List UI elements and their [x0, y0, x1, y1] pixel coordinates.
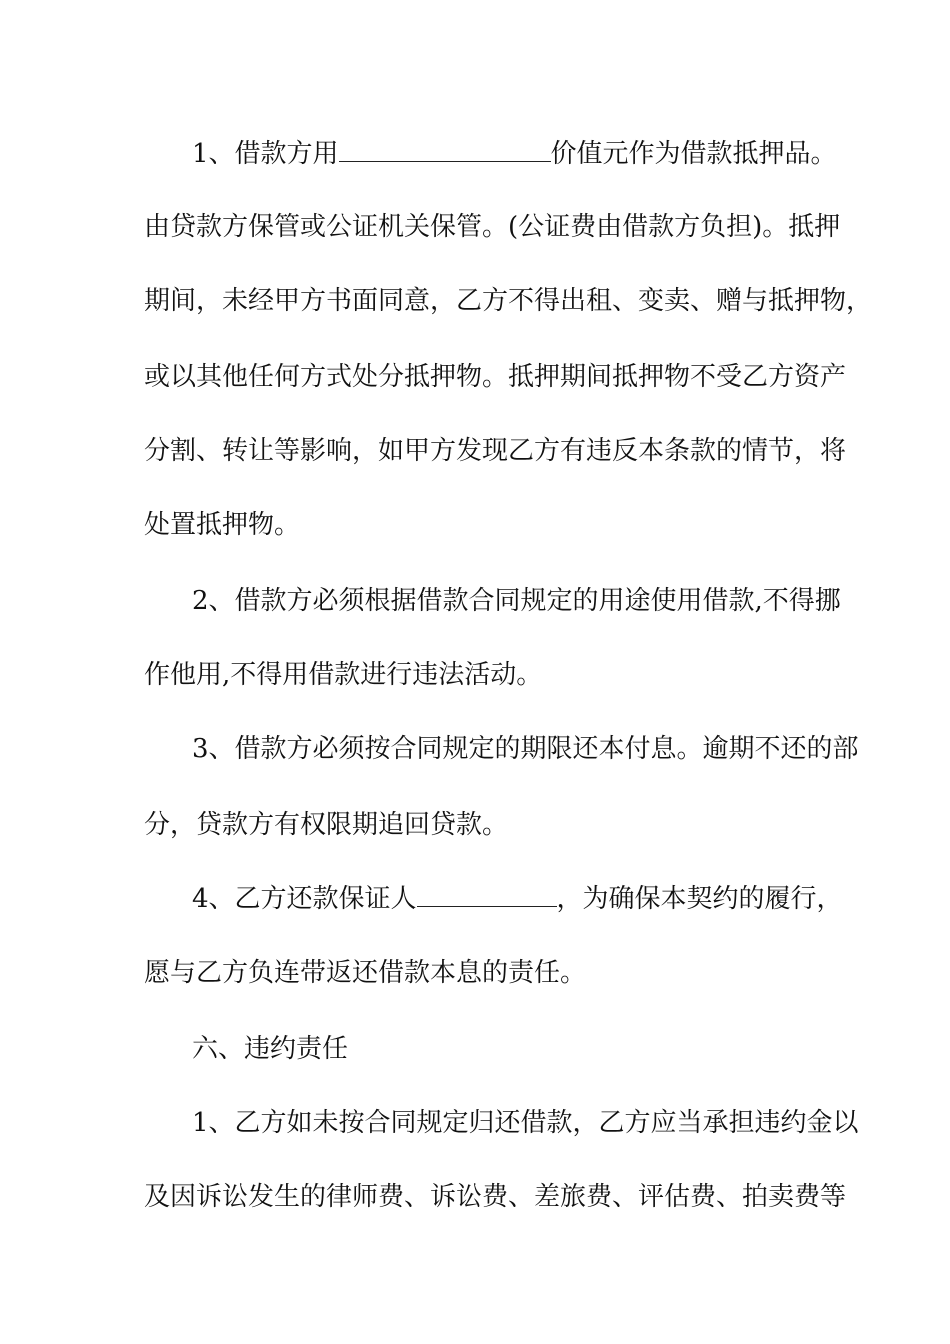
clause-4-suffix: ，为确保本契约的履行， — [556, 884, 843, 914]
clause-1-line-1 — [192, 138, 837, 170]
clause-1-line-4: 或以其他任何方式处分抵押物。抵押期间抵押物不受乙方资产 — [144, 362, 847, 392]
clause-1-line-6: 处置抵押物。 — [144, 510, 301, 540]
clause-2-line-2: 作他用,不得用借款进行违法活动。 — [144, 660, 543, 690]
clause-1-line-5: 分割、转让等影响，如甲方发现乙方有违反本条款的情节，将 — [144, 436, 847, 466]
section-6-clause-1-line-2: 及因诉讼发生的律师费、诉讼费、差旅费、评估费、拍卖费等 — [144, 1182, 847, 1212]
section-6-heading: 六、违约责任 — [192, 1034, 349, 1064]
clause-3-line-1: 3、借款方必须按合同规定的期限还本付息。逾期不还的部 — [192, 734, 859, 764]
clause-1-suffix: 价值元作为借款抵押品。 — [550, 139, 837, 169]
section-6-clause-1-line-1: 1、乙方如未按合同规定归还借款，乙方应当承担违约金以 — [192, 1108, 859, 1138]
clause-2-line-1: 2、借款方必须根据借款合同规定的用途使用借款,不得挪 — [192, 586, 841, 616]
clause-3-line-2: 分，贷款方有权限期追回贷款。 — [144, 810, 509, 840]
guarantor-blank-field — [417, 884, 557, 907]
clause-1-prefix: 1、借款方用 — [192, 139, 339, 169]
clause-4-line-2: 愿与乙方负连带返还借款本息的责任。 — [144, 958, 587, 988]
collateral-blank-field — [339, 139, 551, 162]
clause-4-prefix: 4、乙方还款保证人 — [192, 884, 417, 914]
clause-4-line-1 — [192, 883, 843, 915]
clause-1-line-2: 由贷款方保管或公证机关保管。(公证费由借款方负担)。抵押 — [144, 212, 841, 242]
clause-1-line-3: 期间，未经甲方书面同意，乙方不得出租、变卖、赠与抵押物， — [144, 286, 873, 316]
